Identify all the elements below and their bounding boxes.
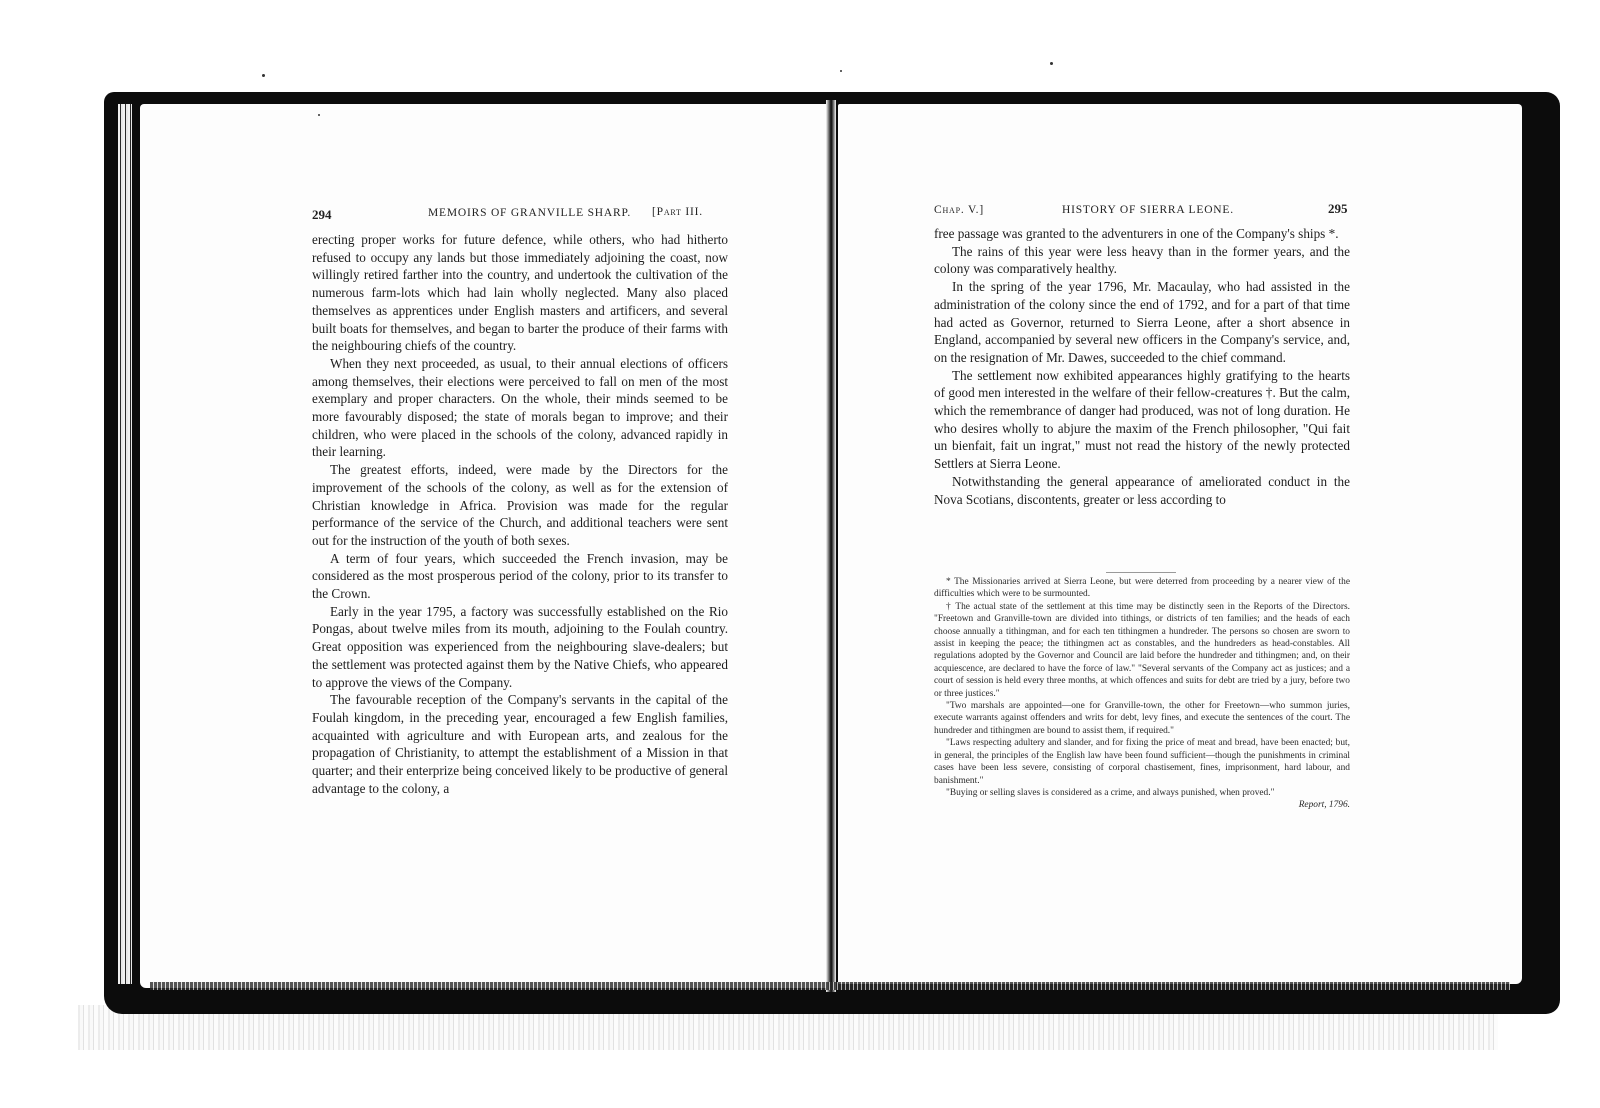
dust-speck [262,74,265,77]
paragraph: In the spring of the year 1796, Mr. Macaulay, who had assisted in the administration of the colony since the end of 1792, and for a part of that time had acted as Governor, returned to Sierra Leone, after a short absence in England, accompanied by several new officers in the Company's service, and, on the resignation of Mr. Dawes, succeeded to the chief command. [934,279,1350,365]
paragraph: free passage was granted to the adventurers in one of the Company's ships *. [934,226,1339,241]
right-page-footnotes [934,576,1350,812]
footnote: * The Missionaries arrived at Sierra Leone, but were deterred from proceeding by a nearer view of the difficulties which were to be surmounted. [934,577,1350,600]
footnote: † The actual state of the settlement at this time may be distinctly seen in the Reports of the Directors. "Freetown and Granville-town are divided into tithings, or districts of ten families; and the heads of each choose annually a tithingman, and for each ten tithingmen a hundreder. The persons so chosen are sworn to assist in keeping the peace; the tithingmen act as constables, and the hundreders as head-constables. All regulations adopted by the Governor and Council are laid before the hundreder and tithingmen; and, on their acquiescence, are declared to have the force of law." "Several servants of the Company act as justices; and a court of session is held every three months, at which offences and suits for debt are tried by a jury, before two or three justices." [934,601,1350,699]
footnote-rule [1106,572,1176,573]
paragraph: The greatest efforts, indeed, were made by the Directors for the improvement of the schools of the colony, as well as for the extension of Christian knowledge in Africa. Provision was made for the regular performance of the service of the Church, and additional teachers were sent out for the instruction of the youth of both sexes. [312,462,728,548]
footnote-attribution: Report, 1796. [1298,800,1350,811]
dust-speck [840,70,842,72]
right-page-body [934,225,1350,508]
left-page-number: 294 [312,207,332,222]
left-running-title: MEMOIRS OF GRANVILLE SHARP. [428,207,632,219]
paragraph: Notwithstanding the general appearance of ameliorated conduct in the Nova Scotians, discontents, greater or less according to [934,473,1350,507]
left-fore-edge [118,104,132,984]
paragraph: The settlement now exhibited appearances highly gratifying to the hearts of good men interested in the welfare of their fellow-creatures †. But the calm, which the remembrance of danger had produced, was not of long duration. He who desires wholly to abjure the maxim of the French philosopher, "Qui fait un bienfait, fait un ingrat," must not read the history of the newly protected Settlers at Sierra Leone. [934,367,1350,472]
dust-speck [1050,62,1053,65]
left-part-label: [Part III. [652,206,703,218]
paragraph: The favourable reception of the Company's servants in the capital of the Foulah kingdom, in the preceding year, encouraged a few English families, acquainted with agriculture and with European arts, and zealous for the propagation of Christianity, to attempt the establishment of a Mission in that quarter; and their enterprize being conceived likely to be productive of general advantage to the colony, a [312,692,728,796]
paragraph: The rains of this year were less heavy than in the former years, and the colony was comparatively healthy. [934,243,1350,277]
right-running-title: HISTORY OF SIERRA LEONE. [1062,204,1234,216]
book-gutter [826,100,836,992]
footnote: "Laws respecting adultery and slander, and for fixing the price of meat and bread, have been enacted; but, in general, the principles of the English law have been found sufficient—though the punishments in criminal cases have been less severe, consisting of corporal chastisement, fines, imprisonment, hard labour, and banishment." [934,738,1350,786]
footnote: "Buying or selling slaves is considered as a crime, and always punished, when proved." [946,787,1275,798]
paragraph: When they next proceeded, as usual, to their annual elections of officers among themselves, their elections were perceived to fall on men of the most exemplary and proper characters. On the whole, their minds seemed to be more favourably disposed; the state of morals began to improve; and their children, who were placed in the schools of the colony, advanced rapidly in their learning. [312,355,728,460]
right-page-number: 295 [1328,201,1348,216]
bottom-page-edge [150,982,1510,990]
paragraph: erecting proper works for future defence, while others, who had hitherto refused to occupy any lands but those immediately adjoining the coast, now willingly retired farther into the country, and undertook the cultivation of the numerous farm-lots which had lain wholly neglected. Many also placed themselves as apprentices under English masters and artificers, and several built boats for themselves, and began to barter the produce of their farms with the neighbouring chiefs of the country. [312,232,728,354]
footnote: "Two marshals are appointed—one for Granville-town, the other for Freetown—who summon juries, execute warrants against offenders and writs for debt, levy fines, and execute the sentences of the court. The hundreder and tithingmen are bound to assist them, if required." [934,701,1350,736]
left-page-body [312,231,728,798]
right-chapter-label: Chap. V.] [934,204,984,216]
paragraph: A term of four years, which succeeded the French invasion, may be considered as the most prosperous period of the colony, prior to its transfer to the Crown. [312,550,728,602]
dust-speck [318,114,320,116]
paragraph: Early in the year 1795, a factory was successfully established on the Rio Pongas, about twelve miles from its mouth, adjoining to the Foulah country. Great opposition was experienced from the neighbouring slave-dealers; but the settlement was protected against them by the Native Chiefs, who appeared to approve the views of the Company. [312,603,728,690]
